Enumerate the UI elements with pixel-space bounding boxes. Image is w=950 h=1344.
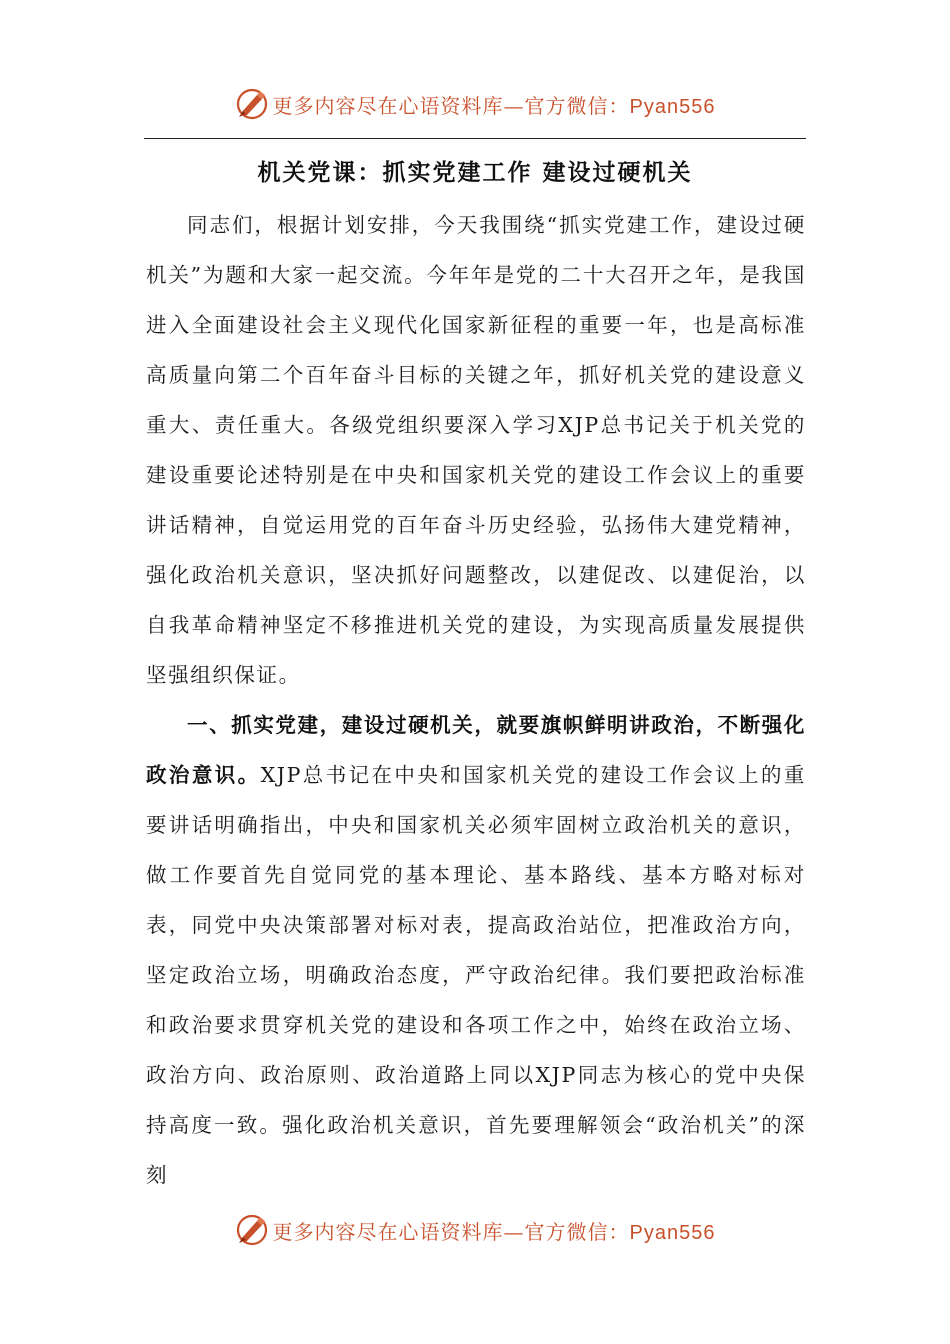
footer-banner — [0, 1210, 950, 1250]
banner-wechat-id: Pyan556 — [629, 95, 716, 118]
banner-main-text: 更多内容尽在心语资料库 — [272, 1219, 504, 1244]
header-banner — [0, 84, 950, 124]
brush-logo-icon — [235, 1213, 269, 1247]
document-title: 机关党课：抓实党建工作 建设过硬机关 — [257, 159, 693, 186]
banner-wechat-label: 官方微信： — [524, 93, 630, 118]
paragraph-section-one — [146, 700, 806, 1200]
banner-wechat-id: Pyan556 — [629, 1221, 716, 1244]
paragraph-intro: 同志们，根据计划安排，今天我围绕“抓实党建工作，建设过硬机关”为题和大家一起交流。今年年是党的二十大召开之年，是我国进入全面建设社会主义现代化国家新征程的重要一年，也是高标准高质量向第二个百年奋斗目标的关键之年，抓好机关党的建设意义重大、责任重大。各级党组织要深入学习XJP总书记关于机关党的建设重要论述特别是在中央和国家机关党的建设工作会议上的重要讲话精神，自觉运用党的百年奋斗历史经验，弘扬伟大建党精神，强化政治机关意识，坚决抓好问题整改，以建促改、以建促治，以自我革命精神坚定不移推进机关党的建设，为实现高质量发展提供坚强组织保证。 — [146, 213, 806, 687]
banner-dash: — — [503, 1219, 525, 1244]
header-divider — [144, 138, 806, 139]
banner-wechat-label: 官方微信： — [524, 1219, 630, 1244]
section-one-body: XJP总书记在中央和国家机关党的建设工作会议上的重要讲话明确指出，中央和国家机关必须牢固树立政治机关的意识，做工作要首先自觉同党的基本理论、基本路线、基本方略对标对表，同党中央决策部署对标对表，提高政治站位，把准政治方向，坚定政治立场，明确政治态度，严守政治纪律。我们要把政治标准和政治要求贯穿机关党的建设和各项工作之中，始终在政治立场、政治方向、政治原则、政治道路上同以XJP同志为核心的党中央保持高度一致。强化政治机关意识，首先要理解领会“政治机关”的深刻 — [146, 763, 807, 1187]
document-body — [146, 200, 806, 1200]
banner-dash: — — [503, 93, 525, 118]
banner-text — [273, 1216, 716, 1245]
banner-text — [273, 90, 716, 119]
banner-main-text: 更多内容尽在心语资料库 — [272, 93, 504, 118]
brush-logo-icon — [235, 87, 269, 121]
section-one-heading: 一、抓实党建，建设过硬机关，就要旗帜鲜明讲政治，不断强化政治意识。 — [146, 713, 806, 787]
